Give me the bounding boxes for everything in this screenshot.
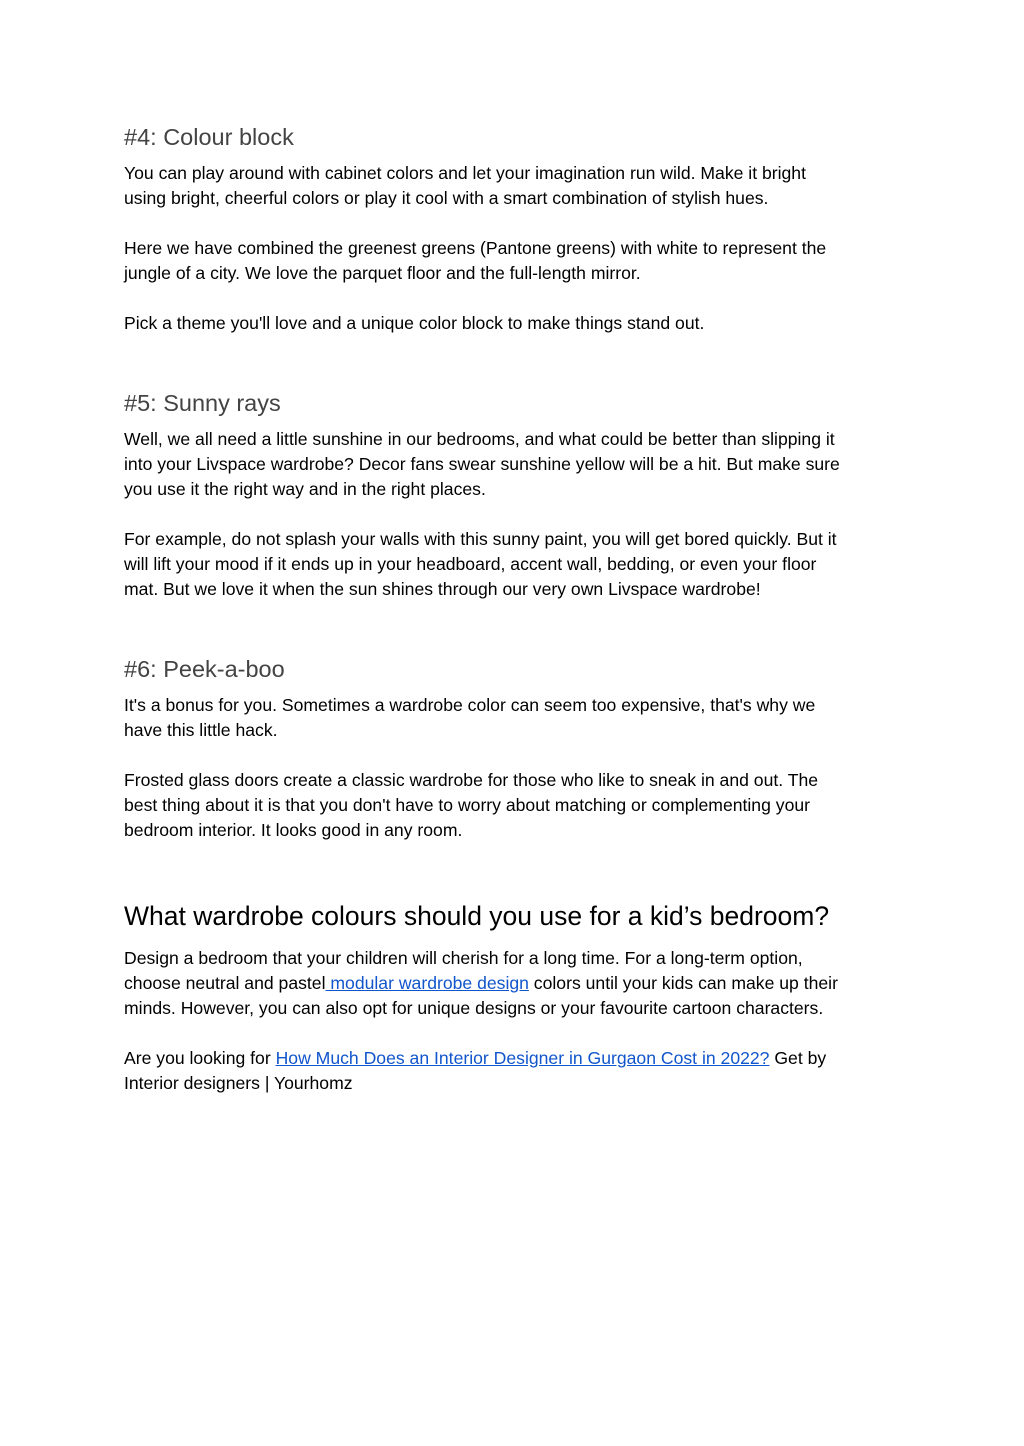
text-segment: choose neutral and pastel xyxy=(124,973,326,993)
section-heading-kids-bedroom: What wardrobe colours should you use for a kid’s bedroom? xyxy=(124,901,830,931)
text-line: using bright, cheerful colors or play it cool with a smart combination of stylish hues. xyxy=(124,188,769,208)
text-segment: Get by xyxy=(769,1048,827,1068)
text-line: Interior designers | Yourhomz xyxy=(124,1073,353,1093)
section-heading-colour-block: #4: Colour block xyxy=(124,124,294,150)
text-segment: colors until your kids can make up their xyxy=(528,973,838,993)
paragraph xyxy=(124,946,904,1021)
paragraph xyxy=(124,236,904,286)
text-line: You can play around with cabinet colors and let your imagination run wild. Make it bright xyxy=(124,163,806,183)
text-line: minds. However, you can also opt for unique designs or your favourite cartoon characters. xyxy=(124,998,824,1018)
text-line: will lift your mood if it ends up in your headboard, accent wall, bedding, or even your floor xyxy=(124,554,817,574)
section-heading-sunny-rays: #5: Sunny rays xyxy=(124,390,281,416)
modular-wardrobe-design-link[interactable]: modular wardrobe design xyxy=(325,973,529,993)
text-line: mat. But we love it when the sun shines through our very own Livspace wardrobe! xyxy=(124,579,761,599)
text-line: into your Livspace wardrobe? Decor fans swear sunshine yellow will be a hit. But make sure xyxy=(124,454,840,474)
text-segment: Are you looking for xyxy=(124,1048,276,1068)
text-line: jungle of a city. We love the parquet floor and the full-length mirror. xyxy=(124,263,641,283)
paragraph xyxy=(124,1046,904,1096)
text-line: Design a bedroom that your children will cherish for a long time. For a long-term option, xyxy=(124,948,803,968)
text-line: Frosted glass doors create a classic wardrobe for those who like to sneak in and out. The xyxy=(124,770,819,790)
text-line: have this little hack. xyxy=(124,720,278,740)
text-line: It's a bonus for you. Sometimes a wardrobe color can seem too expensive, that's why we xyxy=(124,695,816,715)
paragraph xyxy=(124,527,904,602)
section-heading-peek-a-boo: #6: Peek-a-boo xyxy=(124,656,285,682)
text-line: best thing about it is that you don't have to worry about matching or complementing your xyxy=(124,795,810,815)
text-line xyxy=(124,1046,904,1071)
text-line: Here we have combined the greenest greens (Pantone greens) with white to represent the xyxy=(124,238,827,258)
paragraph xyxy=(124,427,904,502)
text-line: you use it the right way and in the right places. xyxy=(124,479,486,499)
text-line: For example, do not splash your walls with this sunny paint, you will get bored quickly. But it xyxy=(124,529,837,549)
text-line: Well, we all need a little sunshine in our bedrooms, and what could be better than slipping it xyxy=(124,429,835,449)
paragraph xyxy=(124,768,904,843)
text-line: bedroom interior. It looks good in any room. xyxy=(124,820,463,840)
text-line xyxy=(124,971,904,996)
paragraph xyxy=(124,161,904,211)
paragraph xyxy=(124,693,904,743)
text-line: Pick a theme you'll love and a unique color block to make things stand out. xyxy=(124,313,705,333)
paragraph xyxy=(124,311,904,336)
interior-designer-cost-link[interactable]: How Much Does an Interior Designer in Gurgaon Cost in 2022? xyxy=(275,1048,770,1068)
